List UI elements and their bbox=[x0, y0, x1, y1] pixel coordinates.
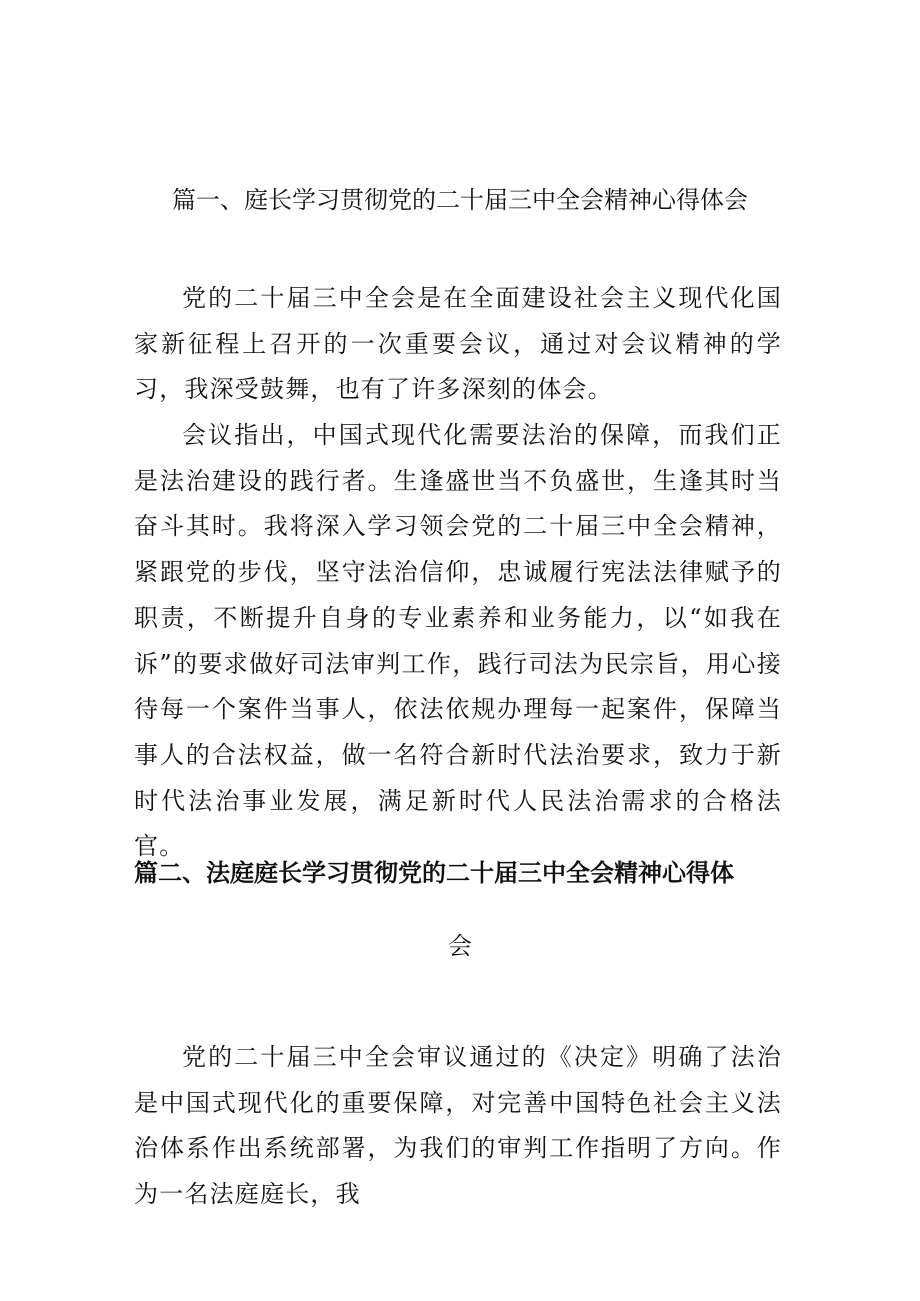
section2-title-line2: 会 bbox=[448, 932, 472, 960]
section2-paragraph-1: 党的二十届三中全会审议通过的《决定》明确了法治是中国式现代化的重要保障，对完善中国特色社会主义法治体系作出系统部署，为我们的审判工作指明了方向。作为一名法庭庭长，我 bbox=[134, 1043, 782, 1209]
section2-title-line1: 篇二、法庭庭长学习贯彻党的二十届三中全会精神心得体 bbox=[134, 859, 734, 887]
section1-paragraph-2: 会议指出，中国式现代化需要法治的保障，而我们正是法治建设的践行者。生逢盛世当不负盛世，生逢其时当奋斗其时。我将深入学习领会党的二十届三中全会精神，紧跟党的步伐，坚守法治信仰，忠诚履行宪法法律赋予的职责，不断提升自身的专业素养和业务能力，以“如我在诉”的要求做好司法审判工作，践行司法为民宗旨，用心接待每一个案件当事人，依法依规办理每一起案件，保障当事人的合法权益，做一名符合新时代法治要求，致力于新时代法治事业发展，满足新时代人民法治需求的合格法官。 bbox=[134, 421, 782, 861]
section1-title: 篇一、庭长学习贯彻党的二十届三中全会精神心得体会 bbox=[172, 186, 748, 214]
section1-paragraph-1: 党的二十届三中全会是在全面建设社会主义现代化国家新征程上召开的一次重要会议，通过对会议精神的学习，我深受鼓舞，也有了许多深刻的体会。 bbox=[134, 284, 782, 404]
